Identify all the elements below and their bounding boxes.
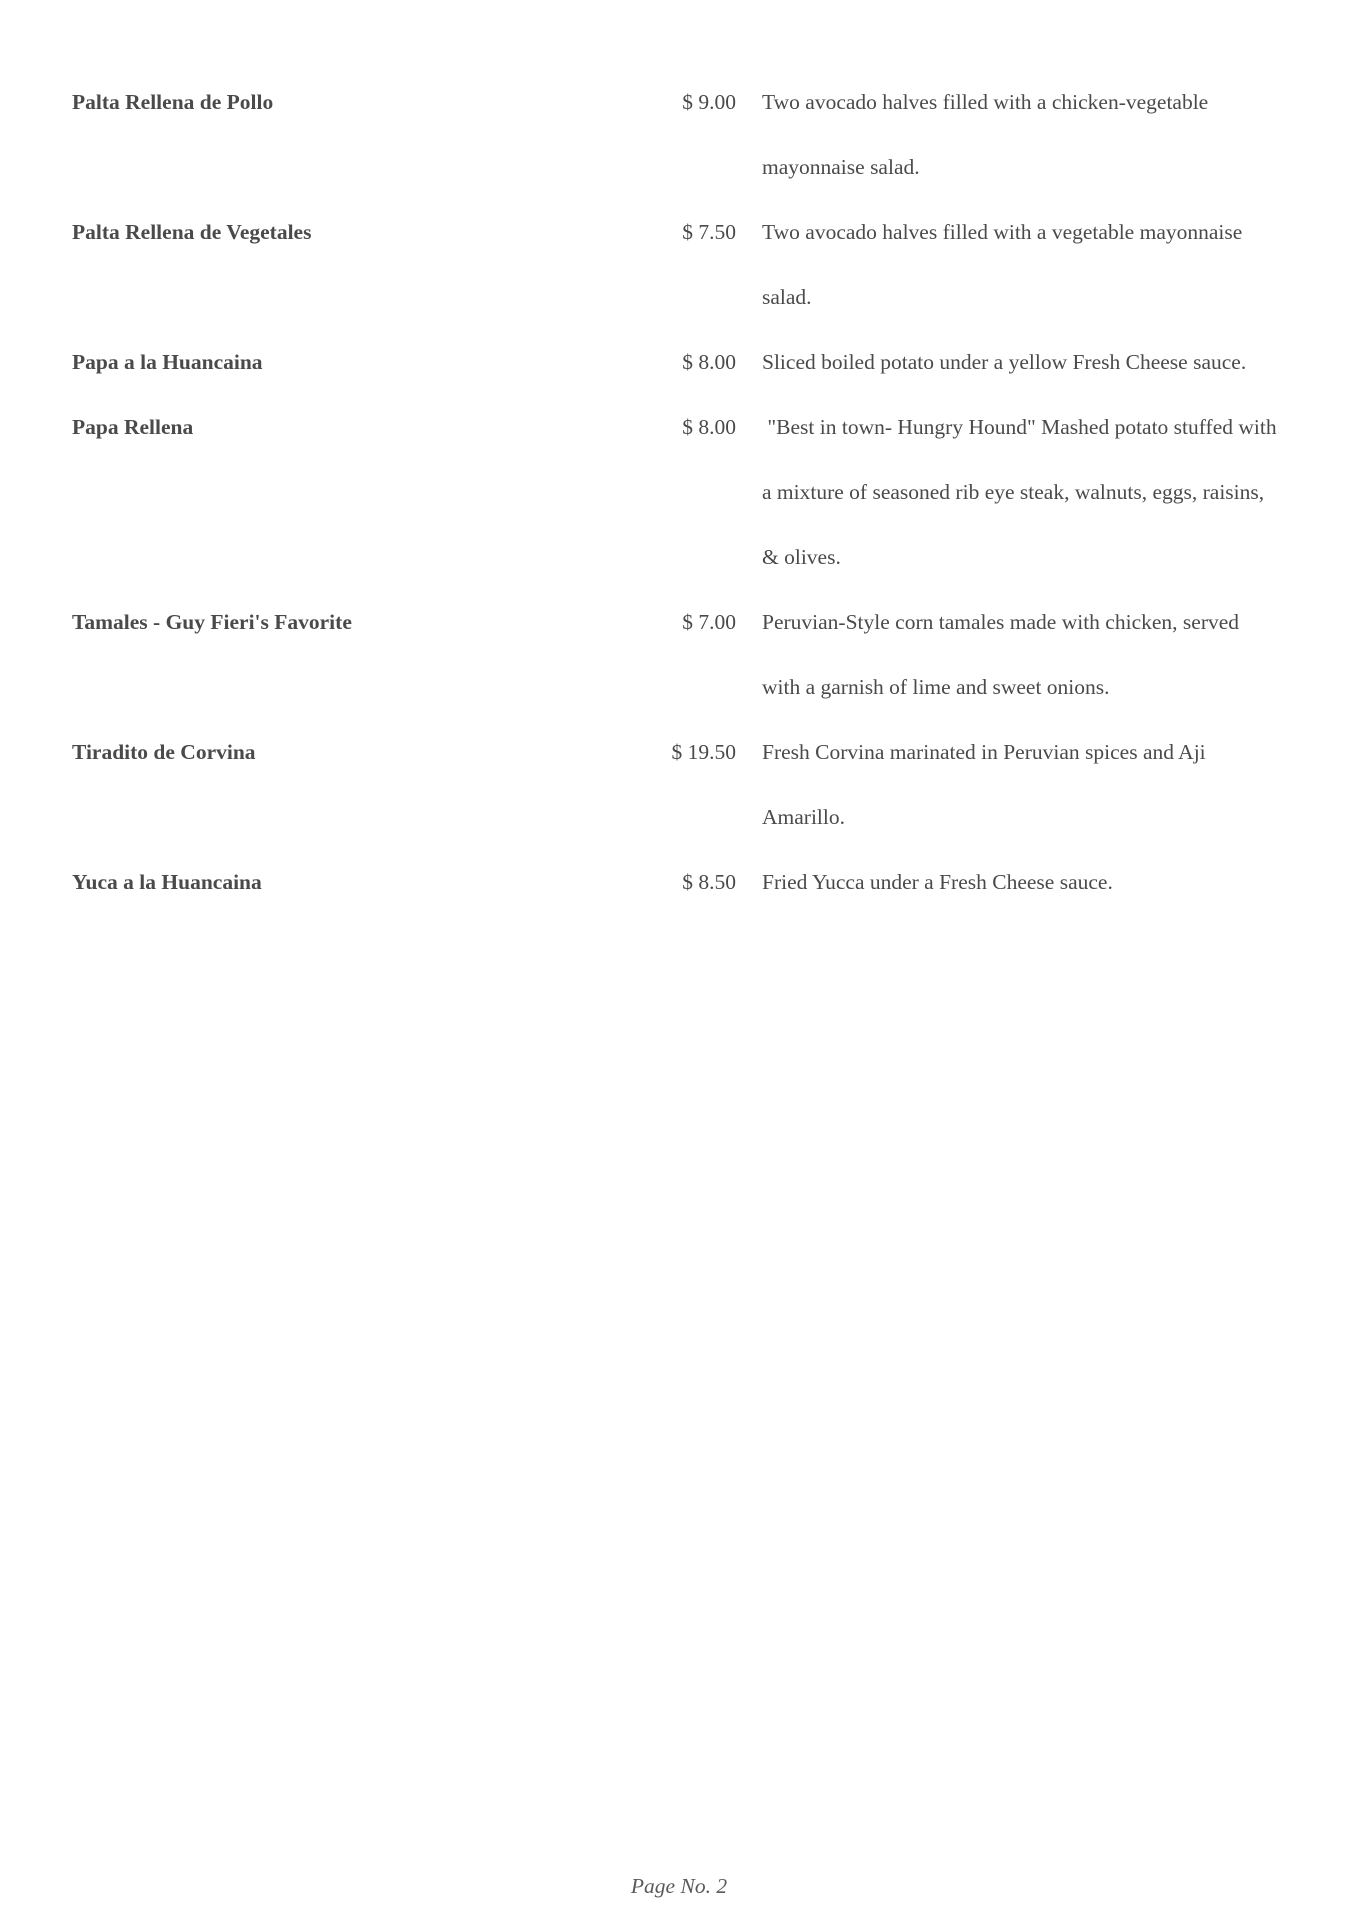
item-name: Papa Rellena bbox=[72, 415, 194, 439]
item-description: Fried Yucca under a Fresh Cheese sauce. bbox=[762, 870, 1113, 894]
item-name: Tiradito de Corvina bbox=[72, 740, 256, 764]
item-name: Palta Rellena de Pollo bbox=[72, 90, 274, 114]
item-name: Papa a la Huancaina bbox=[72, 350, 263, 374]
menu-list bbox=[72, 70, 1286, 915]
item-description: Two avocado halves filled with a chicken-vegetable mayonnaise salad. bbox=[762, 90, 1214, 179]
item-price: $ 8.50 bbox=[682, 870, 736, 894]
item-price: $ 8.00 bbox=[682, 350, 736, 374]
menu-item bbox=[72, 395, 1286, 590]
page-number: Page No. 2 bbox=[630, 1874, 728, 1898]
menu-item bbox=[72, 720, 1286, 850]
item-name: Yuca a la Huancaina bbox=[72, 870, 262, 894]
item-price: $ 19.50 bbox=[671, 740, 736, 764]
item-description: "Best in town- Hungry Hound" Mashed potato stuffed with a mixture of seasoned rib eye steak, walnuts, eggs, raisins, & olives. bbox=[762, 415, 1282, 569]
menu-item bbox=[72, 70, 1286, 200]
menu-item bbox=[72, 590, 1286, 720]
item-price: $ 7.50 bbox=[682, 220, 736, 244]
menu-item bbox=[72, 330, 1286, 395]
item-description: Fresh Corvina marinated in Peruvian spices and Aji Amarillo. bbox=[762, 740, 1210, 829]
item-price: $ 9.00 bbox=[682, 90, 736, 114]
item-description: Peruvian-Style corn tamales made with chicken, served with a garnish of lime and sweet onions. bbox=[762, 610, 1245, 699]
item-description: Two avocado halves filled with a vegetable mayonnaise salad. bbox=[762, 220, 1248, 309]
item-name: Tamales - Guy Fieri's Favorite bbox=[72, 610, 352, 634]
item-price: $ 8.00 bbox=[682, 415, 736, 439]
menu-item bbox=[72, 200, 1286, 330]
menu-item bbox=[72, 850, 1286, 915]
item-price: $ 7.00 bbox=[682, 610, 736, 634]
item-name: Palta Rellena de Vegetales bbox=[72, 220, 312, 244]
item-description: Sliced boiled potato under a yellow Fresh Cheese sauce. bbox=[762, 350, 1247, 374]
